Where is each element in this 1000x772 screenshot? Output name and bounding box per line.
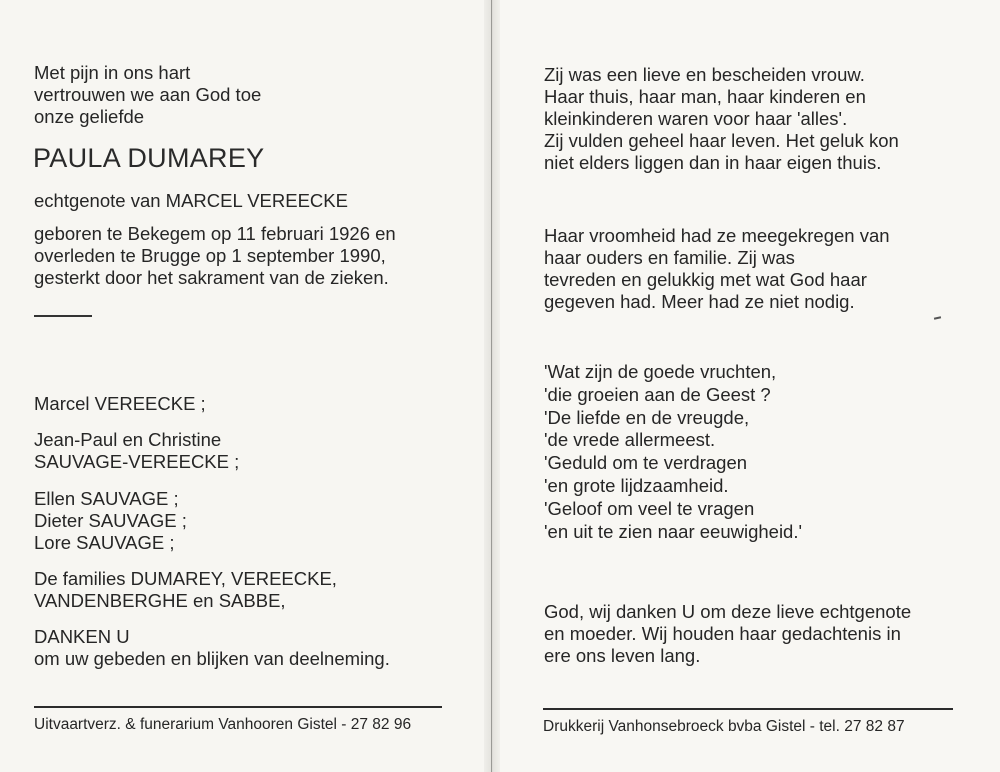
spouse-line: echtgenote van MARCEL VEREECKE bbox=[34, 190, 348, 211]
children-line: Jean-Paul en Christine bbox=[34, 429, 222, 450]
tribute-line: kleinkinderen waren voor haar 'alles'. bbox=[544, 108, 848, 129]
intro-line: vertrouwen we aan God toe bbox=[34, 84, 262, 105]
families-line: VANDENBERGHE en SABBE, bbox=[34, 590, 286, 611]
tribute-line: Haar thuis, haar man, haar kinderen en bbox=[544, 86, 866, 107]
short-divider bbox=[34, 315, 92, 317]
poem-line: 'en uit te zien naar eeuwigheid.' bbox=[544, 520, 803, 542]
closing-line: God, wij danken U om deze lieve echtgenote bbox=[544, 601, 912, 622]
poem-text bbox=[544, 361, 802, 543]
poem-line: 'De liefde en de vreugde, bbox=[544, 406, 750, 428]
family-grandchildren bbox=[34, 488, 187, 554]
family-children bbox=[34, 429, 239, 473]
closing-text bbox=[544, 601, 911, 667]
grandchild-line: Lore SAUVAGE ; bbox=[34, 532, 175, 553]
sacrament-line: gesterkt door het sakrament van de zieken. bbox=[34, 267, 389, 288]
tribute-paragraph-2 bbox=[544, 225, 890, 313]
closing-line: en moeder. Wij houden haar gedachtenis in bbox=[544, 623, 901, 644]
intro-line: onze geliefde bbox=[34, 106, 145, 127]
right-footer: Drukkerij Vanhonsebroeck bvba Gistel - tel. 27 82 87 bbox=[543, 718, 905, 735]
card-fold bbox=[484, 0, 500, 772]
right-footer-rule bbox=[543, 708, 953, 710]
grandchild-line: Dieter SAUVAGE ; bbox=[34, 510, 187, 531]
tribute-line: Zij vulden geheel haar leven. Het geluk kon bbox=[544, 130, 899, 151]
poem-line: 'en grote lijdzaamheid. bbox=[544, 474, 729, 496]
closing-line: ere ons leven lang. bbox=[544, 645, 701, 666]
deceased-name: PAULA DUMAREY bbox=[33, 143, 265, 173]
poem-line: 'die groeien aan de Geest ? bbox=[544, 383, 771, 405]
families-line: De families DUMAREY, VEREECKE, bbox=[34, 568, 337, 589]
family-husband: Marcel VEREECKE ; bbox=[34, 393, 206, 414]
birth-death-text bbox=[34, 223, 396, 289]
intro-line: Met pijn in ons hart bbox=[34, 62, 191, 83]
poem-line: 'de vrede allermeest. bbox=[544, 429, 716, 451]
tribute-line: Zij was een lieve en bescheiden vrouw. bbox=[544, 64, 865, 85]
children-line: SAUVAGE-VEREECKE ; bbox=[34, 451, 240, 472]
thanks-line: om uw gebeden en blijken van deelneming. bbox=[34, 648, 390, 669]
fold-line bbox=[491, 0, 492, 772]
tribute-line: niet elders liggen dan in haar eigen thuis. bbox=[544, 152, 882, 173]
tribute-line: haar ouders en familie. Zij was bbox=[544, 247, 795, 268]
tribute-paragraph-1 bbox=[544, 64, 899, 174]
tribute-line: tevreden en gelukkig met wat God haar bbox=[544, 269, 867, 290]
poem-line: 'Geduld om te verdragen bbox=[544, 452, 748, 474]
tribute-line: Haar vroomheid had ze meegekregen van bbox=[544, 225, 890, 246]
poem-line: 'Wat zijn de goede vruchten, bbox=[544, 361, 777, 382]
intro-text bbox=[34, 62, 261, 128]
thanks-line: DANKEN U bbox=[34, 626, 130, 647]
tribute-line: gegeven had. Meer had ze niet nodig. bbox=[544, 291, 855, 312]
poem-line: 'Geloof om veel te vragen bbox=[544, 497, 755, 519]
left-footer-rule bbox=[34, 706, 442, 708]
grandchild-line: Ellen SAUVAGE ; bbox=[34, 488, 179, 509]
birth-line: geboren te Bekegem op 11 februari 1926 en bbox=[34, 223, 396, 244]
death-line: overleden te Brugge op 1 september 1990, bbox=[34, 245, 386, 266]
thanks-text bbox=[34, 626, 390, 670]
family-families bbox=[34, 568, 337, 612]
left-footer: Uitvaartverz. & funerarium Vanhooren Gistel - 27 82 96 bbox=[34, 716, 412, 733]
